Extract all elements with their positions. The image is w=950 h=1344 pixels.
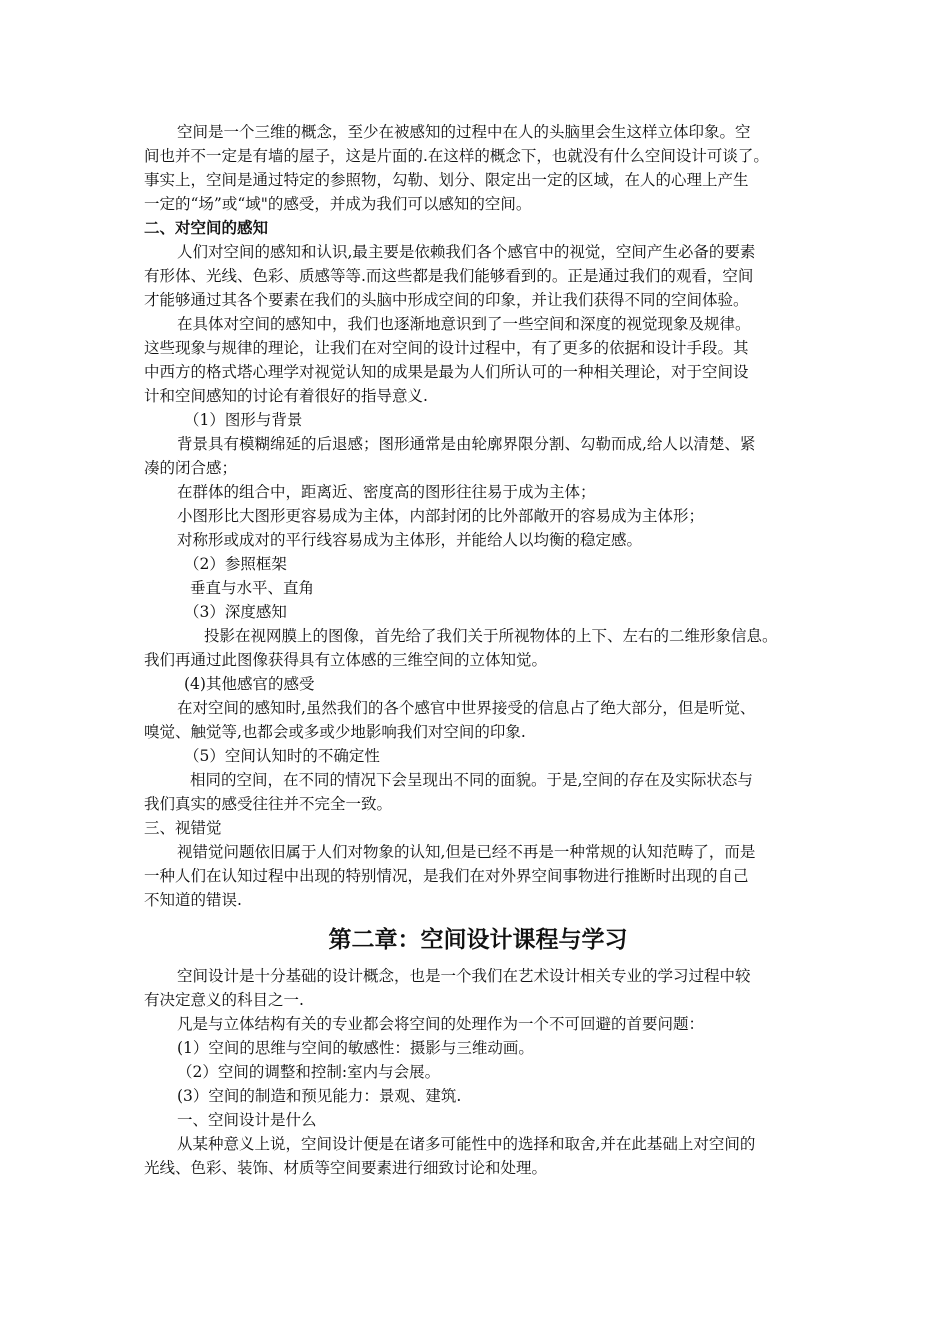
text-line: 光线、色彩、装饰、材质等空间要素进行细致讨论和处理。 [144, 1159, 548, 1177]
item-heading: （5）空间认知时的不确定性 [184, 747, 380, 765]
text-line: 事实上，空间是通过特定的参照物，勾勒、划分、限定出一定的区域，在人的心理上产生 [144, 171, 749, 189]
text-line: 空间是一个三维的概念，至少在被感知的过程中在人的头脑里会生这样立体印象。空 [177, 123, 751, 141]
paragraph [144, 768, 812, 816]
text-line: 我们再通过此图像获得具有立体感的三维空间的立体知觉。 [144, 651, 548, 669]
text-line: 我们真实的感受往往并不完全一致。 [144, 795, 393, 813]
text-line: 嗅觉、触觉等,也都会或多或少地影响我们对空间的印象. [144, 723, 526, 741]
chapter-title: 第二章：空间设计课程与学习 [328, 927, 628, 953]
item-heading: （1）图形与背景 [184, 411, 303, 429]
text-line: 视错觉问题依旧属于人们对物象的认知,但是已经不再是一种常规的认知范畴了，而是 [177, 843, 756, 861]
text-line: 中西方的格式塔心理学对视觉认知的成果是最为人们所认可的一种相关理论，对于空间设 [144, 363, 749, 381]
paragraph [144, 1132, 812, 1180]
text-line: 有决定意义的科目之一. [144, 991, 304, 1009]
intro-paragraph [144, 120, 812, 216]
section-heading: 二、对空间的感知 [144, 218, 269, 237]
paragraph [144, 840, 812, 912]
text-line: 一定的“场”或“域"的感受，并成为我们可以感知的空间。 [144, 195, 532, 213]
paragraph [144, 696, 812, 744]
text-line: 一种人们在认知过程中出现的特别情况，是我们在对外界空间事物进行推断时出现的自己 [144, 867, 749, 885]
document-page [144, 120, 812, 1180]
paragraph [144, 432, 812, 480]
text-line: 在具体对空间的感知中，我们也逐渐地意识到了一些空间和深度的视觉现象及规律。 [177, 315, 751, 333]
text-line: 从某种意义上说，空间设计便是在诸多可能性中的选择和取舍,并在此基础上对空间的 [177, 1135, 756, 1153]
text-line: 投影在视网膜上的图像，首先给了我们关于所视物体的上下、左右的二维形象信息。 [204, 627, 778, 645]
list-item: （2）空间的调整和控制:室内与会展。 [177, 1063, 441, 1081]
text-line: 对称形或成对的平行线容易成为主体形，并能给人以均衡的稳定感。 [177, 531, 643, 549]
item-heading: （3）深度感知 [184, 603, 287, 621]
text-line: 才能够通过其各个要素在我们的头脑中形成空间的印象，并让我们获得不同的空间体验。 [144, 291, 749, 309]
text-line: 有形体、光线、色彩、质感等等.而这些都是我们能够看到的。正是通过我们的观看，空间 [144, 267, 754, 285]
text-line: 人们对空间的感知和认识,最主要是依赖我们各个感官中的视觉，空间产生必备的要素 [177, 243, 756, 261]
item-heading: （2）参照框架 [184, 555, 287, 573]
paragraph [144, 240, 812, 312]
text-line: 凑的闭合感； [144, 459, 238, 477]
text-line: 间也并不一定是有墙的屋子，这是片面的.在这样的概念下，也就没有什么空间设计可谈了。 [144, 147, 769, 165]
text-line: 在对空间的感知时,虽然我们的各个感官中世界接受的信息占了绝大部分，但是听觉、 [177, 699, 756, 717]
text-line: 小图形比大图形更容易成为主体，内部封闭的比外部敞开的容易成为主体形； [177, 507, 705, 525]
text-line: 空间设计是十分基础的设计概念，也是一个我们在艺术设计相关专业的学习过程中较 [177, 967, 751, 985]
text-line: 计和空间感知的讨论有着很好的指导意义. [144, 387, 428, 405]
paragraph [144, 312, 812, 408]
text-line: 相同的空间，在不同的情况下会呈现出不同的面貌。于是,空间的存在及实际状态与 [190, 771, 753, 789]
text-line: 在群体的组合中，距离近、密度高的图形往往易于成为主体； [177, 483, 596, 501]
section-heading: 一、空间设计是什么 [177, 1111, 317, 1129]
section-heading: 三、视错觉 [144, 819, 222, 837]
text-line: 垂直与水平、直角 [190, 579, 315, 597]
text-line: 不知道的错误. [144, 891, 242, 909]
paragraph [144, 964, 812, 1012]
item-heading: (4)其他感官的感受 [184, 675, 315, 693]
text-line: 背景具有模糊绵延的后退感；图形通常是由轮廓界限分割、勾勒而成,给人以清楚、紧 [177, 435, 756, 453]
paragraph [144, 624, 812, 672]
list-item: (1）空间的思维与空间的敏感性：摄影与三维动画。 [177, 1039, 534, 1057]
list-item: (3）空间的制造和预见能力：景观、建筑. [177, 1087, 462, 1105]
text-line: 凡是与立体结构有关的专业都会将空间的处理作为一个不可回避的首要问题： [177, 1015, 705, 1033]
text-line: 这些现象与规律的理论，让我们在对空间的设计过程中，有了更多的依据和设计手段。其 [144, 339, 749, 357]
